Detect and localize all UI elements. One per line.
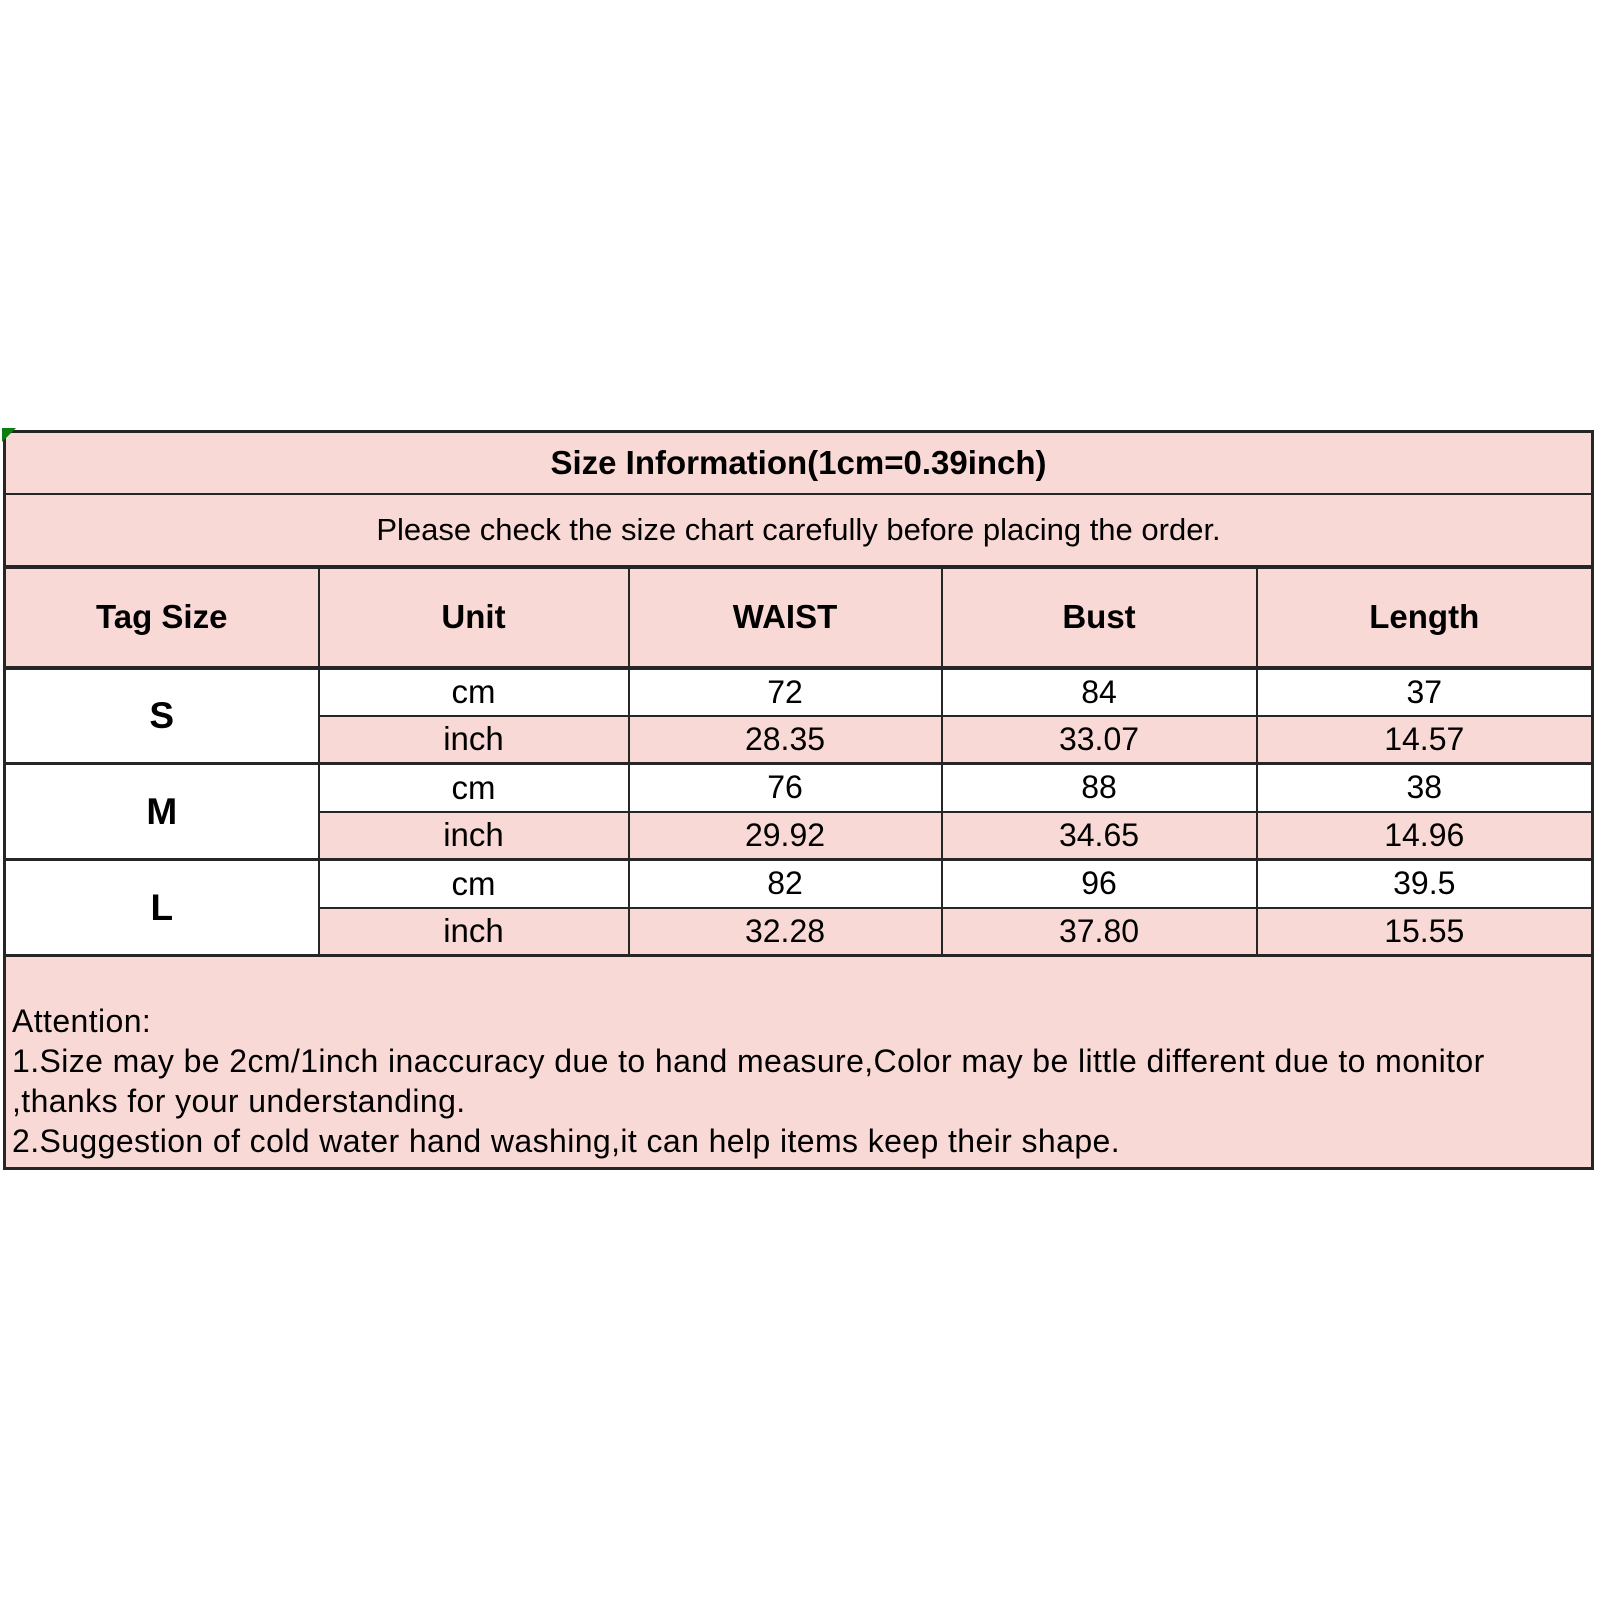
size-tag-l: L — [5, 860, 319, 956]
attention-line-2: ,thanks for your understanding. — [12, 1083, 466, 1119]
attention-row — [5, 956, 1593, 1169]
attention-line-3: 2.Suggestion of cold water hand washing,it can help items keep their shape. — [12, 1123, 1120, 1159]
size-tag-m: M — [5, 764, 319, 860]
title-row — [5, 432, 1593, 494]
waist-value: 76 — [629, 764, 942, 812]
column-header-bust: Bust — [942, 567, 1257, 668]
unit-label: cm — [319, 668, 629, 716]
header-row — [5, 567, 1593, 668]
waist-value: 82 — [629, 860, 942, 908]
attention-heading: Attention: — [12, 1003, 152, 1039]
length-value: 14.96 — [1257, 812, 1593, 860]
subtitle-row — [5, 494, 1593, 567]
table-subtitle: Please check the size chart carefully before placing the order. — [5, 494, 1593, 567]
green-corner-triangle-icon — [2, 428, 16, 442]
bust-value: 96 — [942, 860, 1257, 908]
bust-value: 84 — [942, 668, 1257, 716]
length-value: 37 — [1257, 668, 1593, 716]
length-value: 15.55 — [1257, 908, 1593, 956]
bust-value: 37.80 — [942, 908, 1257, 956]
table-row-m-cm — [5, 764, 1593, 812]
bust-value: 88 — [942, 764, 1257, 812]
attention-cell — [5, 956, 1593, 1169]
waist-value: 72 — [629, 668, 942, 716]
unit-label: inch — [319, 908, 629, 956]
column-header-waist: WAIST — [629, 567, 942, 668]
column-header-unit: Unit — [319, 567, 629, 668]
table-title: Size Information(1cm=0.39inch) — [5, 432, 1593, 494]
unit-label: cm — [319, 764, 629, 812]
bust-value: 33.07 — [942, 716, 1257, 764]
unit-label: inch — [319, 812, 629, 860]
bust-value: 34.65 — [942, 812, 1257, 860]
waist-value: 28.35 — [629, 716, 942, 764]
table-row-l-cm — [5, 860, 1593, 908]
length-value: 39.5 — [1257, 860, 1593, 908]
column-header-tag-size: Tag Size — [5, 567, 319, 668]
length-value: 14.57 — [1257, 716, 1593, 764]
table-row-s-cm — [5, 668, 1593, 716]
unit-label: inch — [319, 716, 629, 764]
size-tag-s: S — [5, 668, 319, 764]
column-header-length: Length — [1257, 567, 1593, 668]
waist-value: 32.28 — [629, 908, 942, 956]
unit-label: cm — [319, 860, 629, 908]
attention-line-1: 1.Size may be 2cm/1inch inaccuracy due to hand measure,Color may be little different due to monitor — [12, 1043, 1485, 1079]
waist-value: 29.92 — [629, 812, 942, 860]
length-value: 38 — [1257, 764, 1593, 812]
size-chart — [3, 430, 1591, 1170]
size-information-table — [3, 430, 1594, 1170]
